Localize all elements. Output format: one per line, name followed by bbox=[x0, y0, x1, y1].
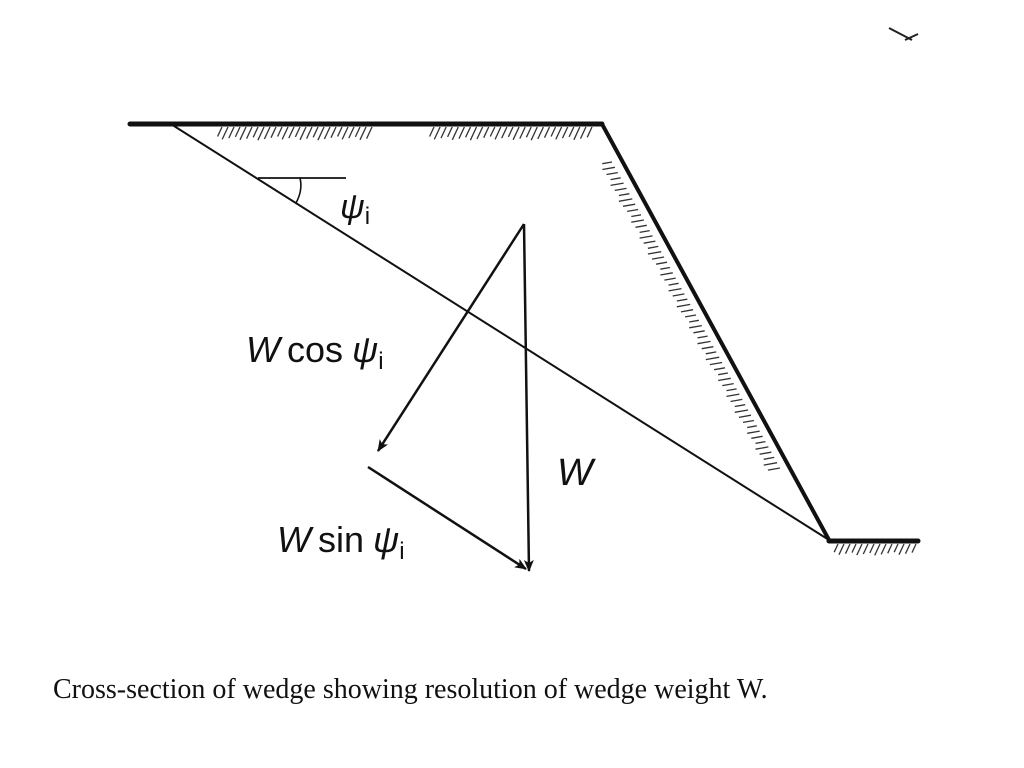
sliding-component-label: W sin ψi bbox=[277, 519, 405, 565]
weight-label: W bbox=[557, 452, 593, 494]
angle-arc bbox=[296, 178, 301, 203]
angle-label: ψi bbox=[340, 188, 371, 230]
slope-face bbox=[602, 124, 829, 540]
weight-vector bbox=[524, 224, 529, 571]
corner-fragment bbox=[889, 28, 918, 40]
normal-component-vector bbox=[378, 224, 524, 451]
figure-caption: Cross-section of wedge showing resolution of wedge weight W. bbox=[53, 674, 768, 705]
normal-component-label: W cos ψi bbox=[246, 329, 384, 375]
